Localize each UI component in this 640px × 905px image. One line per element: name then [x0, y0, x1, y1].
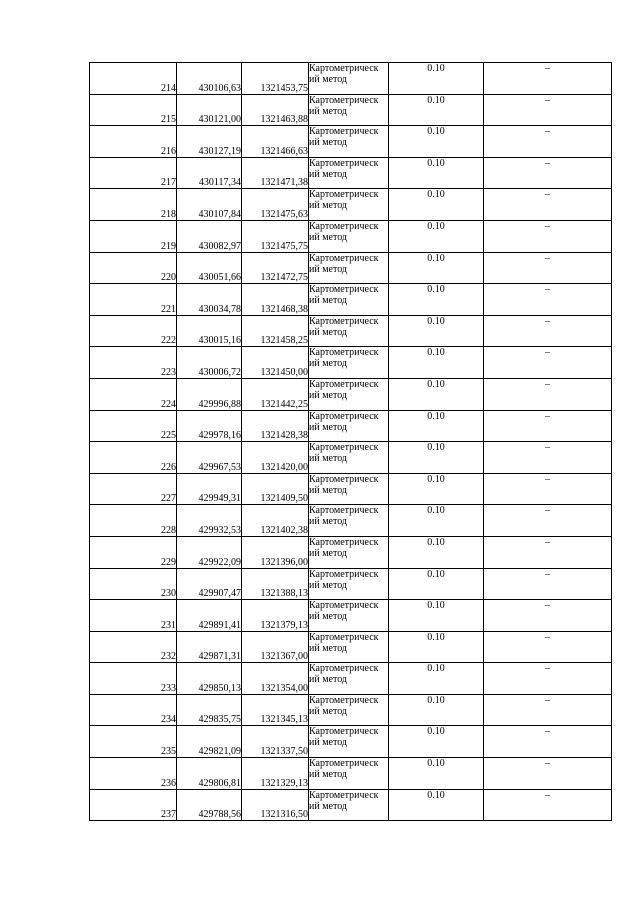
method-cell: [309, 726, 389, 758]
point-number-cell: 214: [90, 63, 177, 95]
y-coordinate-cell: 1321345,13: [242, 694, 309, 726]
point-number-cell: 236: [90, 758, 177, 790]
x-coordinate-cell: 429907,47: [177, 568, 242, 600]
y-coordinate-cell: 1321367,00: [242, 631, 309, 663]
description-cell: –: [484, 189, 612, 221]
y-coordinate-cell: 1321428,38: [242, 410, 309, 442]
method-line-1: Картометрическ: [309, 252, 379, 264]
y-coordinate-cell: 1321472,75: [242, 252, 309, 284]
table-row: [90, 315, 612, 347]
y-coordinate-cell: 1321409,50: [242, 473, 309, 505]
error-cell: 0.10: [389, 789, 484, 821]
method-line-1: Картометрическ: [309, 378, 379, 390]
point-number-cell: 223: [90, 347, 177, 379]
method-line-2: ий метод: [309, 295, 348, 307]
description-cell: –: [484, 63, 612, 95]
method-line-2: ий метод: [309, 800, 348, 812]
method-cell: [309, 758, 389, 790]
method-line-1: Картометрическ: [309, 442, 379, 454]
point-number-cell: 237: [90, 789, 177, 821]
error-cell: 0.10: [389, 410, 484, 442]
y-coordinate-cell: 1321475,75: [242, 220, 309, 252]
y-coordinate-cell: 1321475,63: [242, 189, 309, 221]
method-line-1: Картометрическ: [309, 220, 379, 232]
method-cell: [309, 126, 389, 158]
description-cell: –: [484, 347, 612, 379]
y-coordinate-cell: 1321466,63: [242, 126, 309, 158]
error-cell: 0.10: [389, 284, 484, 316]
table-row: [90, 220, 612, 252]
y-coordinate-cell: 1321354,00: [242, 663, 309, 695]
point-number-cell: 224: [90, 378, 177, 410]
y-coordinate-cell: 1321450,00: [242, 347, 309, 379]
method-cell: [309, 220, 389, 252]
x-coordinate-cell: 429949,31: [177, 473, 242, 505]
method-line-2: ий метод: [309, 105, 348, 117]
y-coordinate-cell: 1321453,75: [242, 63, 309, 95]
point-number-cell: 233: [90, 663, 177, 695]
description-cell: –: [484, 631, 612, 663]
x-coordinate-cell: 430006,72: [177, 347, 242, 379]
description-cell: –: [484, 726, 612, 758]
y-coordinate-cell: 1321402,38: [242, 505, 309, 537]
point-number-cell: 230: [90, 568, 177, 600]
description-cell: –: [484, 694, 612, 726]
y-coordinate-cell: 1321420,00: [242, 442, 309, 474]
method-line-2: ий метод: [309, 326, 348, 338]
method-cell: [309, 252, 389, 284]
error-cell: 0.10: [389, 631, 484, 663]
error-cell: 0.10: [389, 94, 484, 126]
method-line-2: ий метод: [309, 231, 348, 243]
description-cell: –: [484, 220, 612, 252]
error-cell: 0.10: [389, 505, 484, 537]
table-row: [90, 694, 612, 726]
method-cell: [309, 536, 389, 568]
method-line-1: Картометрическ: [309, 157, 379, 169]
method-line-1: Картометрическ: [309, 663, 379, 675]
method-cell: [309, 284, 389, 316]
method-cell: [309, 63, 389, 95]
method-line-2: ий метод: [309, 484, 348, 496]
description-cell: –: [484, 505, 612, 537]
x-coordinate-cell: 429922,09: [177, 536, 242, 568]
method-line-2: ий метод: [309, 358, 348, 370]
method-line-2: ий метод: [309, 168, 348, 180]
table-row: [90, 284, 612, 316]
error-cell: 0.10: [389, 726, 484, 758]
error-cell: 0.10: [389, 189, 484, 221]
point-number-cell: 226: [90, 442, 177, 474]
table-row: [90, 126, 612, 158]
point-number-cell: 221: [90, 284, 177, 316]
y-coordinate-cell: 1321388,13: [242, 568, 309, 600]
point-number-cell: 227: [90, 473, 177, 505]
table-row: [90, 94, 612, 126]
method-line-2: ий метод: [309, 421, 348, 433]
point-number-cell: 220: [90, 252, 177, 284]
error-cell: 0.10: [389, 220, 484, 252]
description-cell: –: [484, 442, 612, 474]
description-cell: –: [484, 378, 612, 410]
y-coordinate-cell: 1321396,00: [242, 536, 309, 568]
point-number-cell: 216: [90, 126, 177, 158]
error-cell: 0.10: [389, 315, 484, 347]
table-row: [90, 157, 612, 189]
x-coordinate-cell: 430127,19: [177, 126, 242, 158]
method-cell: [309, 189, 389, 221]
point-number-cell: 225: [90, 410, 177, 442]
error-cell: 0.10: [389, 252, 484, 284]
method-line-1: Картометрическ: [309, 315, 379, 327]
method-line-2: ий метод: [309, 769, 348, 781]
method-line-1: Картометрическ: [309, 505, 379, 517]
table-row: [90, 663, 612, 695]
description-cell: –: [484, 473, 612, 505]
y-coordinate-cell: 1321471,38: [242, 157, 309, 189]
table-row: [90, 473, 612, 505]
method-line-2: ий метод: [309, 137, 348, 149]
method-line-1: Картометрическ: [309, 63, 379, 74]
error-cell: 0.10: [389, 536, 484, 568]
description-cell: –: [484, 568, 612, 600]
x-coordinate-cell: 429996,88: [177, 378, 242, 410]
error-cell: 0.10: [389, 347, 484, 379]
method-line-2: ий метод: [309, 642, 348, 654]
description-cell: –: [484, 126, 612, 158]
x-coordinate-cell: 429871,31: [177, 631, 242, 663]
table-row: [90, 726, 612, 758]
method-cell: [309, 94, 389, 126]
method-line-2: ий метод: [309, 200, 348, 212]
x-coordinate-cell: 429932,53: [177, 505, 242, 537]
method-line-2: ий метод: [309, 263, 348, 275]
method-line-2: ий метод: [309, 737, 348, 749]
table-row: [90, 252, 612, 284]
y-coordinate-cell: 1321379,13: [242, 600, 309, 632]
method-line-1: Картометрическ: [309, 473, 379, 485]
description-cell: –: [484, 157, 612, 189]
method-line-2: ий метод: [309, 453, 348, 465]
table-row: [90, 631, 612, 663]
method-cell: [309, 378, 389, 410]
error-cell: 0.10: [389, 600, 484, 632]
method-line-2: ий метод: [309, 674, 348, 686]
table-row: [90, 600, 612, 632]
method-line-2: ий метод: [309, 547, 348, 559]
table-row: [90, 536, 612, 568]
table-row: [90, 410, 612, 442]
method-cell: [309, 157, 389, 189]
description-cell: –: [484, 315, 612, 347]
table-row: [90, 442, 612, 474]
y-coordinate-cell: 1321337,50: [242, 726, 309, 758]
method-cell: [309, 347, 389, 379]
method-cell: [309, 442, 389, 474]
coordinates-table: [89, 62, 612, 821]
table-row: [90, 347, 612, 379]
method-cell: [309, 663, 389, 695]
method-line-2: ий метод: [309, 579, 348, 591]
error-cell: 0.10: [389, 126, 484, 158]
method-line-1: Картометрическ: [309, 568, 379, 580]
x-coordinate-cell: 430117,34: [177, 157, 242, 189]
method-line-1: Картометрическ: [309, 536, 379, 548]
method-line-2: ий метод: [309, 705, 348, 717]
x-coordinate-cell: 430015,16: [177, 315, 242, 347]
x-coordinate-cell: 430121,00: [177, 94, 242, 126]
y-coordinate-cell: 1321468,38: [242, 284, 309, 316]
method-cell: [309, 315, 389, 347]
x-coordinate-cell: 429806,81: [177, 758, 242, 790]
method-cell: [309, 505, 389, 537]
table-row: [90, 378, 612, 410]
method-cell: [309, 694, 389, 726]
x-coordinate-cell: 430034,78: [177, 284, 242, 316]
point-number-cell: 228: [90, 505, 177, 537]
error-cell: 0.10: [389, 663, 484, 695]
description-cell: –: [484, 758, 612, 790]
method-line-1: Картометрическ: [309, 694, 379, 706]
error-cell: 0.10: [389, 694, 484, 726]
description-cell: –: [484, 284, 612, 316]
method-line-1: Картометрическ: [309, 410, 379, 422]
x-coordinate-cell: 429788,56: [177, 789, 242, 821]
description-cell: –: [484, 94, 612, 126]
error-cell: 0.10: [389, 157, 484, 189]
error-cell: 0.10: [389, 568, 484, 600]
x-coordinate-cell: 429978,16: [177, 410, 242, 442]
table-row: [90, 189, 612, 221]
coordinates-table-body: [90, 63, 612, 821]
method-line-1: Картометрическ: [309, 600, 379, 612]
method-line-2: ий метод: [309, 74, 348, 85]
table-row: [90, 758, 612, 790]
method-line-2: ий метод: [309, 611, 348, 623]
x-coordinate-cell: 430106,63: [177, 63, 242, 95]
x-coordinate-cell: 430082,97: [177, 220, 242, 252]
description-cell: –: [484, 789, 612, 821]
point-number-cell: 218: [90, 189, 177, 221]
method-line-1: Картометрическ: [309, 189, 379, 201]
point-number-cell: 222: [90, 315, 177, 347]
y-coordinate-cell: 1321458,25: [242, 315, 309, 347]
point-number-cell: 229: [90, 536, 177, 568]
table-row: [90, 505, 612, 537]
description-cell: –: [484, 536, 612, 568]
method-cell: [309, 631, 389, 663]
method-line-1: Картометрическ: [309, 726, 379, 738]
table-row: [90, 63, 612, 95]
method-line-1: Картометрическ: [309, 284, 379, 296]
method-cell: [309, 410, 389, 442]
description-cell: –: [484, 252, 612, 284]
method-line-2: ий метод: [309, 516, 348, 528]
y-coordinate-cell: 1321442,25: [242, 378, 309, 410]
description-cell: –: [484, 600, 612, 632]
table-row: [90, 568, 612, 600]
point-number-cell: 232: [90, 631, 177, 663]
x-coordinate-cell: 429967,53: [177, 442, 242, 474]
method-line-1: Картометрическ: [309, 789, 379, 801]
method-line-2: ий метод: [309, 389, 348, 401]
error-cell: 0.10: [389, 758, 484, 790]
method-line-1: Картометрическ: [309, 94, 379, 106]
method-line-1: Картометрическ: [309, 126, 379, 138]
method-line-1: Картометрическ: [309, 347, 379, 359]
point-number-cell: 217: [90, 157, 177, 189]
method-cell: [309, 568, 389, 600]
x-coordinate-cell: 430107,84: [177, 189, 242, 221]
description-cell: –: [484, 663, 612, 695]
method-line-1: Картометрическ: [309, 758, 379, 770]
x-coordinate-cell: 429821,09: [177, 726, 242, 758]
error-cell: 0.10: [389, 378, 484, 410]
point-number-cell: 219: [90, 220, 177, 252]
error-cell: 0.10: [389, 442, 484, 474]
method-line-1: Картометрическ: [309, 631, 379, 643]
error-cell: 0.10: [389, 63, 484, 95]
point-number-cell: 235: [90, 726, 177, 758]
point-number-cell: 231: [90, 600, 177, 632]
point-number-cell: 215: [90, 94, 177, 126]
error-cell: 0.10: [389, 473, 484, 505]
y-coordinate-cell: 1321316,50: [242, 789, 309, 821]
table-row: [90, 789, 612, 821]
x-coordinate-cell: 430051,66: [177, 252, 242, 284]
x-coordinate-cell: 429835,75: [177, 694, 242, 726]
y-coordinate-cell: 1321463,88: [242, 94, 309, 126]
x-coordinate-cell: 429891,41: [177, 600, 242, 632]
point-number-cell: 234: [90, 694, 177, 726]
x-coordinate-cell: 429850,13: [177, 663, 242, 695]
method-cell: [309, 473, 389, 505]
description-cell: –: [484, 410, 612, 442]
method-cell: [309, 600, 389, 632]
method-cell: [309, 789, 389, 821]
y-coordinate-cell: 1321329,13: [242, 758, 309, 790]
